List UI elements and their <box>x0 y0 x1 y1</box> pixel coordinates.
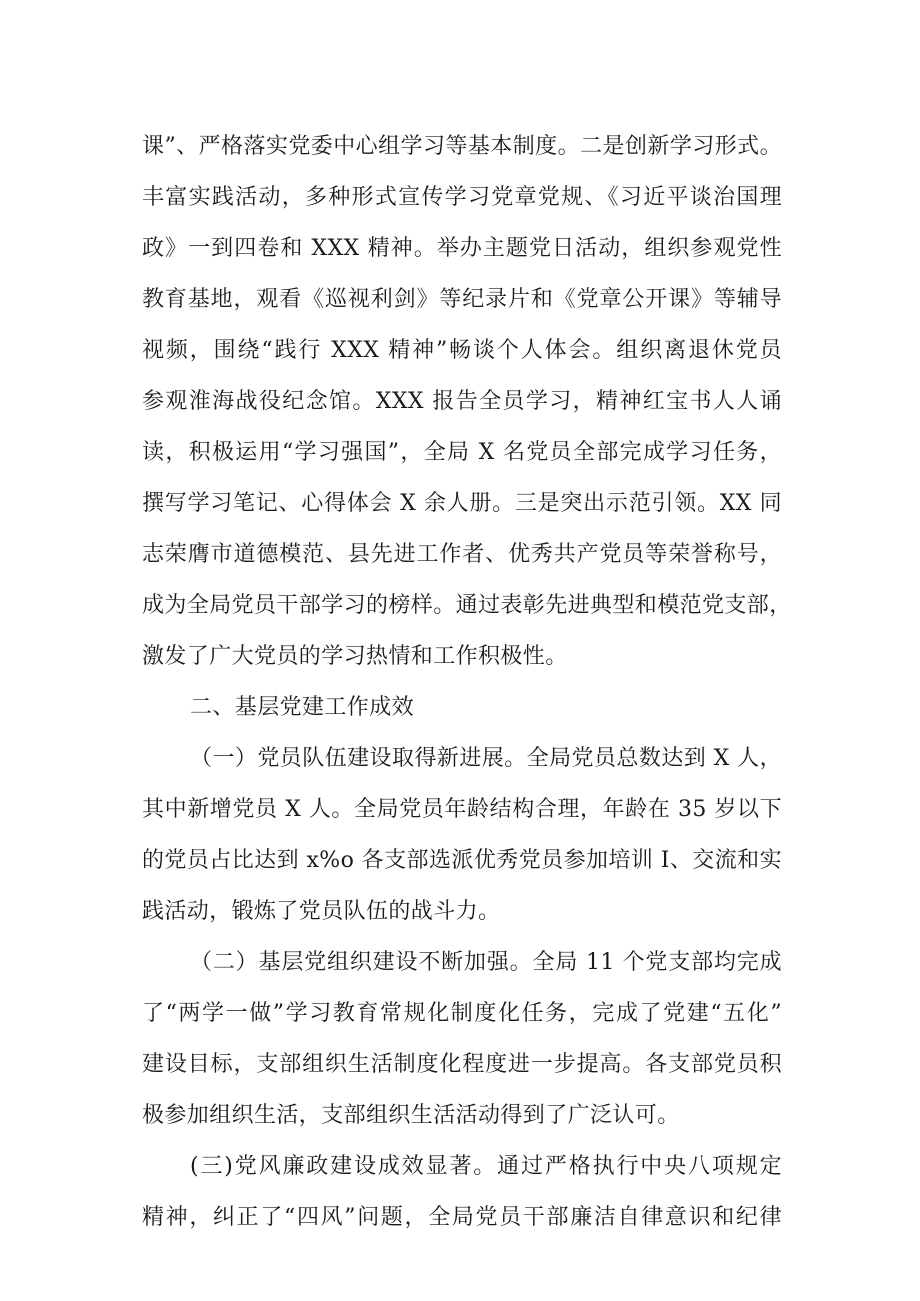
section-heading: 二、基层党建工作成效 <box>190 695 415 720</box>
paragraph-line: 建设目标，支部组织生活制度化程度进一步提高。各支部党员积 <box>142 1052 782 1077</box>
paragraph-line: 撰写学习笔记、心得体会 X 余人册。三是突出示范引领。XX 同 <box>142 491 782 516</box>
paragraph-line: 教育基地，观看《巡视利剑》等纪录片和《党章公开课》等辅导 <box>142 287 782 312</box>
paragraph-line: 读，积极运用“学习强国”，全局 X 名党员全部完成学习任务， <box>142 440 782 465</box>
paragraph-line: (三)党风廉政建设成效显著。通过严格执行中央八项规定 <box>190 1154 782 1179</box>
paragraph-line: 精神，纠正了“四风”问题，全局党员干部廉洁自律意识和纪律 <box>142 1205 782 1230</box>
paragraph-line: （二）基层党组织建设不断加强。全局 11 个党支部均完成 <box>190 950 782 975</box>
paragraph-line: 视频，围绕“践行 XXX 精神”畅谈个人体会。组织离退休党员 <box>142 338 782 363</box>
paragraph-line: 参观淮海战役纪念馆。XXX 报告全员学习，精神红宝书人人诵 <box>142 389 782 414</box>
paragraph-line: 课”、严格落实党委中心组学习等基本制度。二是创新学习形式。 <box>142 134 782 159</box>
paragraph-line: 践活动，锻炼了党员队伍的战斗力。 <box>142 899 501 924</box>
paragraph-line: 其中新增党员 X 人。全局党员年龄结构合理，年龄在 35 岁以下 <box>142 797 782 822</box>
paragraph-line: 了“两学一做”学习教育常规化制度化任务，完成了党建“五化” <box>142 1001 782 1026</box>
paragraph-line: 政》一到四卷和 XXX 精神。举办主题党日活动，组织参观党性 <box>142 236 782 261</box>
paragraph-line: （一）党员队伍建设取得新进展。全局党员总数达到 X 人， <box>190 746 782 771</box>
paragraph-line: 志荣膺市道德模范、县先进工作者、优秀共产党员等荣誉称号， <box>142 542 782 567</box>
paragraph-line: 成为全局党员干部学习的榜样。通过表彰先进典型和模范党支部， <box>142 593 792 618</box>
paragraph-line: 丰富实践活动，多种形式宣传学习党章党规、《习近平谈治国理 <box>142 185 782 210</box>
paragraph-line: 极参加组织生活，支部组织生活活动得到了广泛认可。 <box>142 1103 680 1128</box>
paragraph-line: 的党员占比达到 x%o 各支部选派优秀党员参加培训 I、交流和实 <box>142 848 782 873</box>
paragraph-line: 激发了广大党员的学习热情和工作积极性。 <box>142 644 568 669</box>
